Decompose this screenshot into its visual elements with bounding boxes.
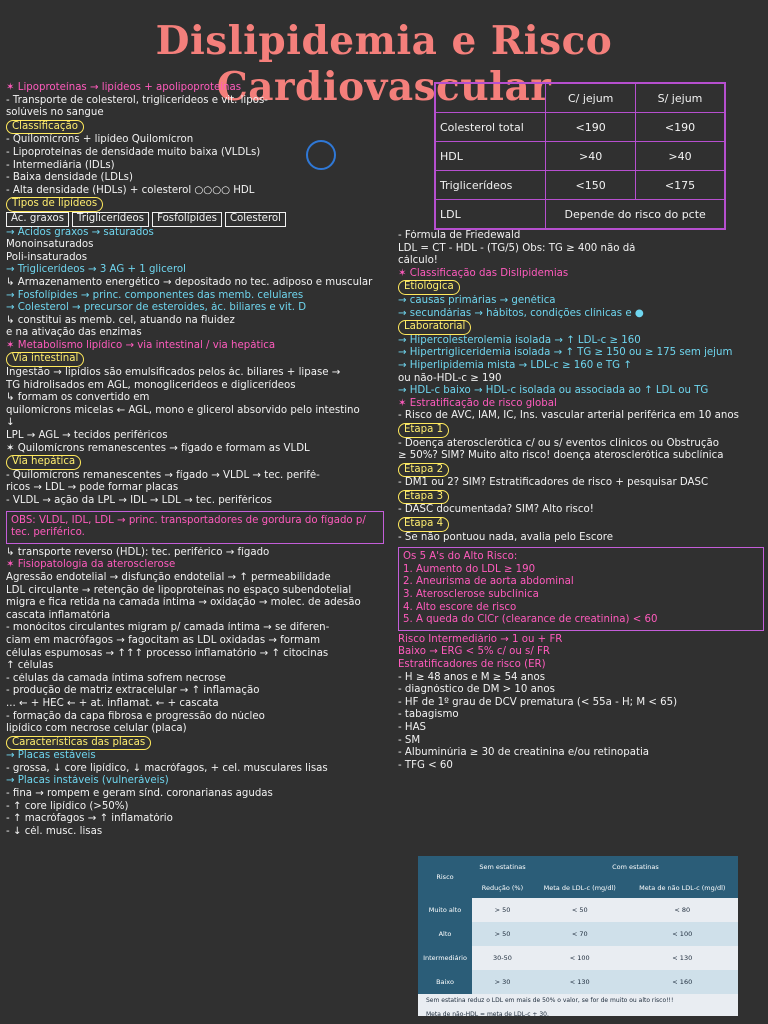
note-text: → Triglicerídeos → 3 AG + 1 glicerol: [6, 264, 186, 276]
note-line: [398, 230, 764, 243]
photo-cell: Muito alto: [418, 898, 472, 922]
note-line: [6, 801, 384, 814]
table-row: [435, 171, 725, 200]
note-line: [398, 760, 764, 773]
photo-row: [418, 922, 738, 946]
table-head-cell: S/ jejum: [636, 83, 725, 113]
note-text: - Quilomícrons remanescentes → fígado → VLDL → tec. perifé-: [6, 469, 320, 481]
page-title: Dislipidemia e Risco Cardiovascular: [155, 18, 613, 110]
note-text: ✶ Classificação das Dislipidemias: [398, 267, 569, 279]
note-text: ou não-HDL-c ≥ 190: [398, 372, 502, 384]
note-text: - Lipoproteínas de densidade muito baixa (VLDLs): [6, 146, 261, 158]
five-as-item: 5. A queda do ClCr (clearance de creatinina) < 60: [403, 614, 658, 626]
photo-cell: 30-50: [493, 954, 512, 962]
note-line: [6, 622, 384, 635]
left-column: [6, 82, 384, 838]
note-text: ✶ Lipoproteínas → lipídeos + apolipoproteínas: [6, 82, 242, 93]
note-text: - SM: [398, 734, 421, 746]
photo-cell: < 130: [672, 954, 693, 962]
note-line: [6, 482, 384, 495]
note-line: [6, 417, 384, 430]
note-line: [6, 160, 384, 173]
note-text: → Placas estáveis: [6, 750, 96, 762]
note-line: [6, 172, 384, 185]
note-line: [6, 763, 384, 776]
note-line: [398, 684, 764, 697]
note-text: LPL → AGL → tecidos periféricos: [6, 430, 168, 442]
note-text: ↳ constitui as memb. cel, atuando na fluidez: [6, 314, 235, 326]
table-cell: <190: [546, 113, 636, 142]
section-label: Classificação: [6, 120, 84, 135]
photo-note-2: Meta de não-HDL = meta de LDL-c + 30.: [426, 1011, 549, 1016]
note-line: [398, 398, 764, 411]
photo-row: [418, 946, 738, 970]
obs-box: [6, 511, 384, 544]
note-line: [6, 711, 384, 724]
note-line: [6, 559, 384, 572]
note-line: [6, 635, 384, 648]
note-line: [398, 504, 764, 517]
photo-cell: < 160: [627, 970, 738, 994]
note-line: [6, 698, 384, 711]
note-text: - DASC documentada? SIM? Alto risco!: [398, 504, 594, 516]
note-text: ✶ Metabolismo lipídico → via intestinal / via hepática: [6, 339, 276, 351]
note-text: Baixo → ERG < 5% c/ ou s/ FR: [398, 646, 550, 658]
section-label: Etapa 2: [398, 463, 449, 478]
note-text: → secundárias → hábitos, condições clínicas e ●: [398, 307, 644, 319]
note-text: - Transporte de colesterol, triglicerídeos e vit. lipos-: [6, 94, 268, 106]
note-line: [6, 495, 384, 508]
note-text: - produção de matriz extracelular → ↑ inflamação: [6, 685, 260, 697]
table-cell: <150: [546, 171, 636, 200]
note-line: [398, 320, 764, 335]
section-label: Etapa 4: [398, 517, 449, 532]
note-line: [6, 134, 384, 147]
note-line: [6, 585, 384, 598]
note-line: [6, 547, 384, 560]
note-line: [6, 264, 384, 277]
table-row: [435, 113, 725, 142]
note-text: ↓: [6, 417, 15, 429]
note-text: Risco Intermediário → 1 ou + FR: [398, 633, 563, 645]
note-text: cálculo!: [398, 255, 438, 267]
reference-values-table: [434, 82, 726, 230]
note-text: - VLDL → ação da LPL → IDL → LDL → tec. periféricos: [6, 495, 272, 506]
note-line: [398, 438, 764, 451]
note-line: [6, 302, 384, 315]
note-line: [398, 450, 764, 463]
note-line: [398, 634, 764, 647]
note-line: [398, 659, 764, 672]
section-label: Características das placas: [6, 736, 151, 751]
note-line: [6, 723, 384, 736]
note-line: [6, 290, 384, 303]
type-box: Ác. graxos: [6, 212, 69, 227]
type-box: Triglicerídeos: [72, 212, 149, 227]
note-line: [398, 243, 764, 256]
note-text: ≥ 50%? SIM? Muito alto risco! doença aterosclerótica subclínica: [398, 450, 724, 462]
note-line: [6, 405, 384, 418]
section-label: Etapa 3: [398, 490, 449, 505]
table-cell: <190: [636, 113, 725, 142]
ldl-target-photo: [418, 856, 738, 1016]
note-text: Monoinsaturados: [6, 239, 94, 251]
note-text: → causas primárias → genética: [398, 294, 556, 306]
table-row: [435, 142, 725, 171]
note-text: - Quilomícrons + lipídeo Quilomícron: [6, 134, 194, 146]
section-label: Via intestinal: [6, 352, 84, 367]
note-text: ✶ Fisiopatologia da aterosclerose: [6, 559, 176, 571]
note-line: [398, 347, 764, 360]
note-line: [6, 340, 384, 353]
note-text: - Baixa densidade (LDLs): [6, 172, 133, 184]
note-line: [6, 380, 384, 393]
note-line: [6, 120, 384, 135]
table-head-cell: [435, 83, 546, 113]
note-line: [398, 517, 764, 532]
note-text: LDL circulante → retenção de lipoproteínas no espaço subendotelial: [6, 584, 352, 596]
note-text: ciam em macrófagos → fagocitam as LDL oxidadas → formam: [6, 634, 321, 646]
table-cell: >40: [546, 142, 636, 171]
note-line: [6, 660, 384, 673]
section-label: Laboratorial: [398, 320, 471, 335]
note-text: e na ativação das enzimas: [6, 327, 142, 339]
type-boxes: [6, 212, 384, 227]
note-text: Poli-insaturados: [6, 251, 88, 263]
note-text: - células da camada íntima sofrem necrose: [6, 672, 226, 684]
right-column: [398, 230, 764, 772]
note-text: ✶ Quilomícrons remanescentes → fígado e formam as VLDL: [6, 442, 310, 454]
note-line: [6, 82, 384, 95]
note-line: [6, 315, 384, 328]
note-text: ↳ formam os convertido em: [6, 392, 150, 404]
note-text: ... ← + HEC ← + at. inflamat. ← + cascata: [6, 697, 219, 709]
photo-head-cell: Risco: [418, 856, 472, 898]
note-line: [398, 646, 764, 659]
five-as-item: 1. Aumento do LDL ≥ 190: [403, 563, 536, 575]
note-line: [6, 185, 384, 198]
photo-cell: < 50: [571, 906, 588, 914]
table-head-cell: C/ jejum: [546, 83, 636, 113]
note-line: [398, 735, 764, 748]
note-text: - Se não pontuou nada, avalia pelo Escore: [398, 531, 613, 543]
note-text: → Hipercolesterolemia isolada → ↑ LDL-c ≥ 160: [398, 334, 641, 346]
note-line: [6, 750, 384, 763]
note-text: migra e fica retida na camada íntima → oxidação → molec. de adesão: [6, 597, 361, 609]
photo-head-row: [418, 856, 738, 878]
note-text: - Risco de AVC, IAM, IC, Ins. vascular arterial periférica em 10 anos: [398, 410, 739, 422]
note-text: → Hipertrigliceridemia isolada → ↑ TG ≥ 150 ou ≥ 175 sem jejum: [398, 347, 733, 359]
note-text: ricos → LDL → pode formar placas: [6, 482, 179, 494]
section-label: Etiológica: [398, 280, 460, 295]
note-text: → Fosfolípides → princ. componentes das memb. celulares: [6, 289, 304, 301]
note-line: [6, 352, 384, 367]
note-line: [398, 463, 764, 478]
photo-cell: > 50: [494, 906, 511, 914]
note-line: [6, 736, 384, 751]
note-text: - Fórmula de Friedewald: [398, 230, 521, 241]
note-line: [398, 747, 764, 760]
five-as-box: [398, 547, 764, 631]
note-text: - Alta densidade (HDLs) + colesterol ○○○○ HDL: [6, 184, 255, 196]
note-line: [398, 373, 764, 386]
note-line: [398, 672, 764, 685]
note-line: [398, 722, 764, 735]
photo-cell: > 30: [472, 970, 533, 994]
table-cell: HDL: [435, 142, 546, 171]
obs-text: OBS: VLDL, IDL, LDL → princ. transportadores de gordura do fígado p/ tec. periférico.: [11, 514, 366, 539]
table-cell: LDL: [435, 200, 546, 230]
note-line: [6, 227, 384, 240]
photo-note-1: Sem estatina reduz o LDL em mais de 50% o valor, se for de muito ou alto risco!!!: [426, 997, 674, 1004]
note-line: [398, 532, 764, 545]
photo-subhead-cell: Meta de não LDL-c (mg/dl): [627, 878, 738, 898]
note-line: [398, 335, 764, 348]
note-line: [6, 685, 384, 698]
note-text: quilomícrons micelas ← AGL, mono e glicerol absorvido pelo intestino: [6, 404, 360, 416]
table-cell: Triglicerídeos: [435, 171, 546, 200]
note-text: → Colesterol → precursor de esteroides, ác. biliares e vit. D: [6, 302, 307, 314]
photo-cell: < 130: [533, 970, 627, 994]
photo-cell: Alto: [418, 922, 472, 946]
note-line: [6, 197, 384, 212]
note-text: - Albuminúria ≥ 30 de creatinina e/ou retinopatia: [398, 747, 650, 759]
note-line: [6, 826, 384, 839]
note-line: [6, 455, 384, 470]
note-line: [398, 268, 764, 281]
note-line: [398, 255, 764, 268]
note-text: - HAS: [398, 721, 427, 733]
photo-row: [418, 898, 738, 922]
note-line: [6, 813, 384, 826]
photo-subhead-cell: Redução (%): [472, 878, 533, 898]
photo-head-cell: Com estatinas: [533, 856, 738, 878]
note-text: - HF de 1º grau de DCV prematura (< 55a - H; M < 65): [398, 696, 678, 708]
note-text: - ↑ core lipídico (>50%): [6, 800, 129, 812]
photo-cell: < 100: [569, 954, 590, 962]
five-as-item: 3. Aterosclerose subclínica: [403, 589, 539, 601]
table-cell: >40: [636, 142, 725, 171]
note-text: LDL = CT - HDL - (TG/5) Obs: TG ≥ 400 não dá: [398, 242, 636, 254]
photo-row: [418, 970, 738, 994]
note-line: [6, 775, 384, 788]
note-line: [398, 280, 764, 295]
note-text: - formação da capa fibrosa e progressão do núcleo: [6, 710, 265, 722]
note-line: [6, 610, 384, 623]
five-as-title: Os 5 A's do Alto Risco:: [403, 551, 518, 563]
note-line: [398, 477, 764, 490]
ldl-target-table: [418, 856, 738, 994]
photo-cell: Baixo: [418, 970, 472, 994]
note-text: ↳ transporte reverso (HDL): tec. periférico → fígado: [6, 546, 270, 558]
photo-cell: < 70: [533, 922, 627, 946]
note-text: ↳ Armazenamento energético → depositado no tec. adiposo e muscular: [6, 276, 373, 288]
note-text: - monócitos circulantes migram p/ camada íntima → se diferen-: [6, 622, 330, 634]
note-text: - Doença aterosclerótica c/ ou s/ eventos clínicos ou Obstrução: [398, 437, 719, 449]
note-line: [6, 572, 384, 585]
note-line: [398, 410, 764, 423]
section-label: Etapa 1: [398, 423, 449, 438]
note-line: [6, 597, 384, 610]
note-text: lipídico com necrose celular (placa): [6, 723, 187, 735]
note-line: [6, 648, 384, 661]
note-text: Agressão endotelial → disfunção endotelial → ↑ permeabilidade: [6, 571, 331, 583]
note-line: [6, 673, 384, 686]
note-line: [398, 295, 764, 308]
note-line: [6, 147, 384, 160]
photo-cell: < 100: [627, 922, 738, 946]
note-line: [6, 327, 384, 340]
note-line: [6, 252, 384, 265]
note-text: → Placas instáveis (vulneráveis): [6, 775, 169, 787]
table-cell: Colesterol total: [435, 113, 546, 142]
note-line: [398, 308, 764, 321]
note-line: [398, 360, 764, 373]
note-text: - Intermediária (IDLs): [6, 159, 115, 171]
note-text: cascata inflamatória: [6, 609, 111, 621]
section-label: Via hepática: [6, 455, 81, 470]
photo-cell: Intermediário: [418, 946, 472, 970]
note-line: [398, 490, 764, 505]
note-text: ↑ células: [6, 660, 54, 672]
note-line: [398, 697, 764, 710]
note-text: - TFG < 60: [398, 759, 453, 771]
note-text: - ↑ macrófagos → ↑ inflamatório: [6, 813, 173, 825]
note-line: [398, 385, 764, 398]
note-line: [6, 239, 384, 252]
note-line: [398, 423, 764, 438]
photo-subhead-cell: Meta de LDL-c (mg/dl): [533, 878, 627, 898]
table-cell: Depende do risco do pcte: [546, 200, 725, 230]
note-line: [6, 107, 384, 120]
photo-cell: > 50: [472, 922, 533, 946]
note-line: [6, 277, 384, 290]
note-text: → Hiperlipidemia mista → LDL-c ≥ 160 e TG ↑: [398, 359, 632, 371]
note-text: - fina → rompem e geram sínd. coronarianas agudas: [6, 788, 273, 800]
note-line: [6, 367, 384, 380]
note-text: - tabagismo: [398, 709, 459, 721]
note-text: → HDL-c baixo → HDL-c isolada ou associada ao ↑ LDL ou TG: [398, 385, 709, 397]
note-text: ✶ Estratificação de risco global: [398, 397, 557, 409]
note-line: [6, 788, 384, 801]
note-text: solúveis no sangue: [6, 107, 104, 119]
table-cell: <175: [636, 171, 725, 200]
photo-head-cell: Sem estatinas: [472, 856, 533, 878]
note-text: → Ácidos graxos → saturados: [6, 226, 154, 238]
note-text: células espumosas → ↑↑↑ processo inflamatório → ↑ citocinas: [6, 647, 329, 659]
note-text: - DM1 ou 2? SIM? Estratificadores de risco + pesquisar DASC: [398, 477, 709, 489]
table-head-row: [435, 83, 725, 113]
note-line: [6, 95, 384, 108]
note-text: - ↓ cél. musc. lisas: [6, 825, 103, 837]
note-line: [6, 430, 384, 443]
note-line: [6, 443, 384, 456]
note-line: [398, 709, 764, 722]
section-label: Tipos de lipídeos: [6, 197, 103, 212]
note-text: Estratificadores de risco (ER): [398, 659, 546, 670]
five-as-item: 2. Aneurisma de aorta abdominal: [403, 576, 574, 588]
photo-cell: < 80: [674, 906, 691, 914]
note-text: - grossa, ↓ core lipídico, ↓ macrófagos, + cel. musculares lisas: [6, 762, 328, 774]
note-text: - diagnóstico de DM > 10 anos: [398, 684, 555, 696]
type-box: Fosfolípides: [152, 212, 222, 227]
note-text: - H ≥ 48 anos e M ≥ 54 anos: [398, 671, 546, 683]
type-box: Colesterol: [225, 212, 286, 227]
note-text: TG hidrolisados em AGL, monoglicerídeos e diglicerídeos: [6, 379, 296, 391]
note-line: [6, 392, 384, 405]
note-text: Ingestão → lipídios são emulsificados pelos ác. biliares + lipase →: [6, 367, 341, 379]
table-row: [435, 200, 725, 230]
five-as-item: 4. Alto escore de risco: [403, 601, 517, 613]
note-line: [6, 470, 384, 483]
